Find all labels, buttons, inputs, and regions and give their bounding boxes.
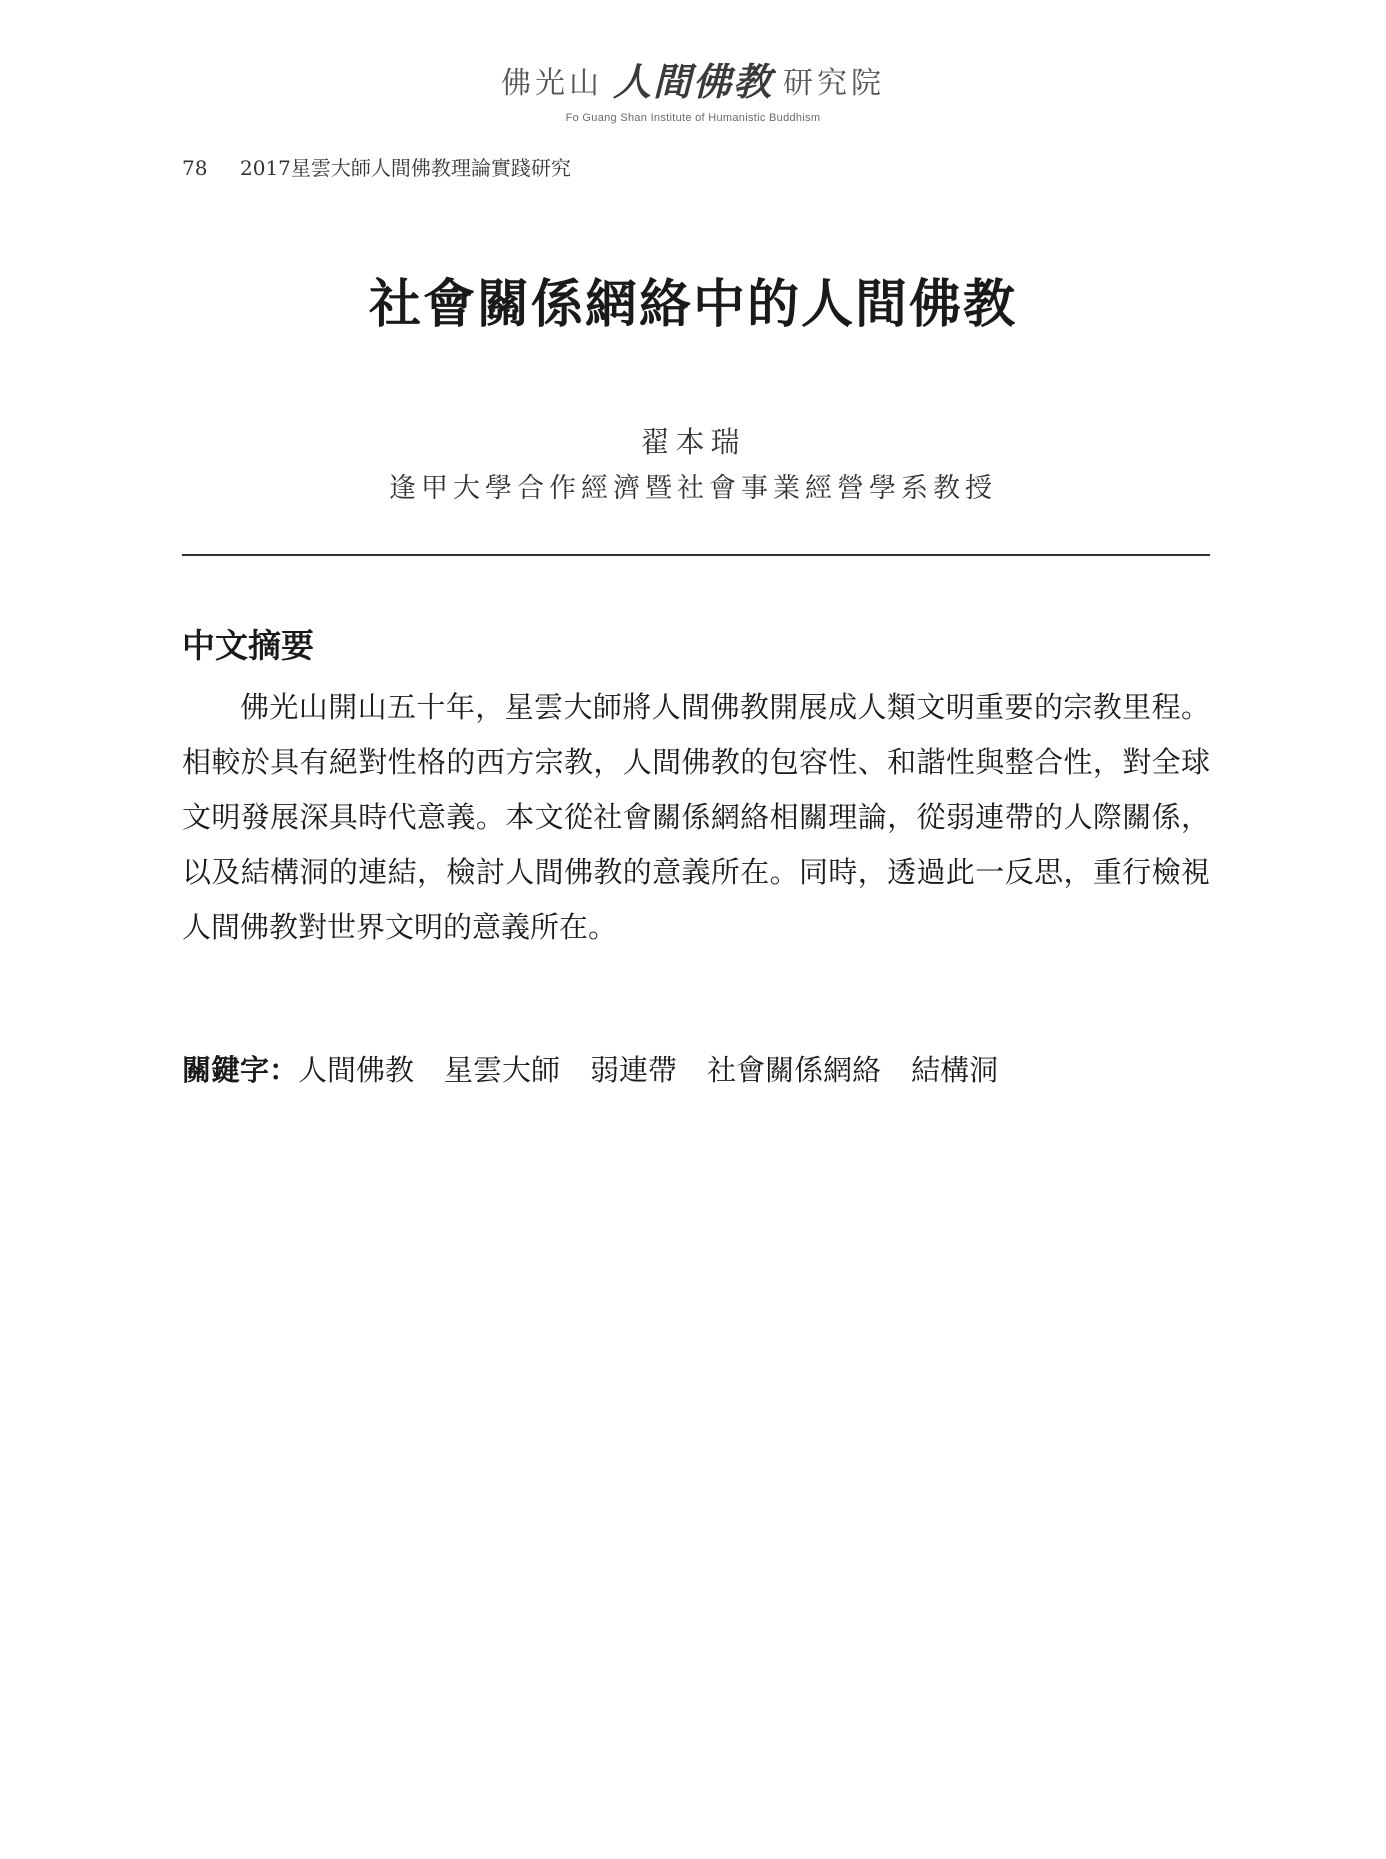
keywords-line — [182, 1048, 1028, 1089]
divider-rule — [182, 554, 1210, 556]
logo-right-text: 研究院 — [783, 66, 885, 101]
book-title: 2017星雲大師人間佛教理論實踐研究 — [240, 156, 571, 180]
keyword-item: 社會關係網絡 — [707, 1053, 882, 1087]
abstract-heading: 中文摘要 — [182, 626, 314, 665]
logo-left-text: 佛光山 — [500, 66, 603, 101]
keyword-item: 弱連帶 — [590, 1053, 678, 1087]
abstract-body: 佛光山開山五十年，星雲大師將人間佛教開展成人類文明重要的宗教里程。相較於具有絕對性格的西方宗教，人間佛教的包容性、和諧性與整合性，對全球文明發展深具時代意義。本文從社會關係網絡相關理論，從弱連帶的人際關係，以及結構洞的連結，檢討人間佛教的意義所在。同時，透過此一反思，重行檢視人間佛教對世界文明的意義所在。 — [182, 690, 1210, 944]
logo-subtitle: Fo Guang Shan Institute of Humanistic Buddhism — [565, 112, 821, 124]
running-head — [182, 152, 571, 181]
keyword-item: 結構洞 — [911, 1053, 999, 1087]
keyword-item: 人間佛教 — [298, 1053, 415, 1087]
article-title: 社會關係網絡中的人間佛教 — [368, 274, 1017, 335]
page-number: 78 — [182, 156, 208, 180]
keywords-label: 關鍵字： — [182, 1053, 299, 1087]
logo-wordmark — [0, 59, 1386, 104]
author-affiliation: 逢甲大學合作經濟暨社會事業經營學系教授 — [389, 473, 997, 504]
keyword-item: 星雲大師 — [444, 1053, 561, 1087]
author-name: 翟本瑞 — [640, 425, 746, 459]
logo-brand-text: 人間佛教 — [612, 59, 773, 104]
institute-logo — [0, 59, 1386, 124]
